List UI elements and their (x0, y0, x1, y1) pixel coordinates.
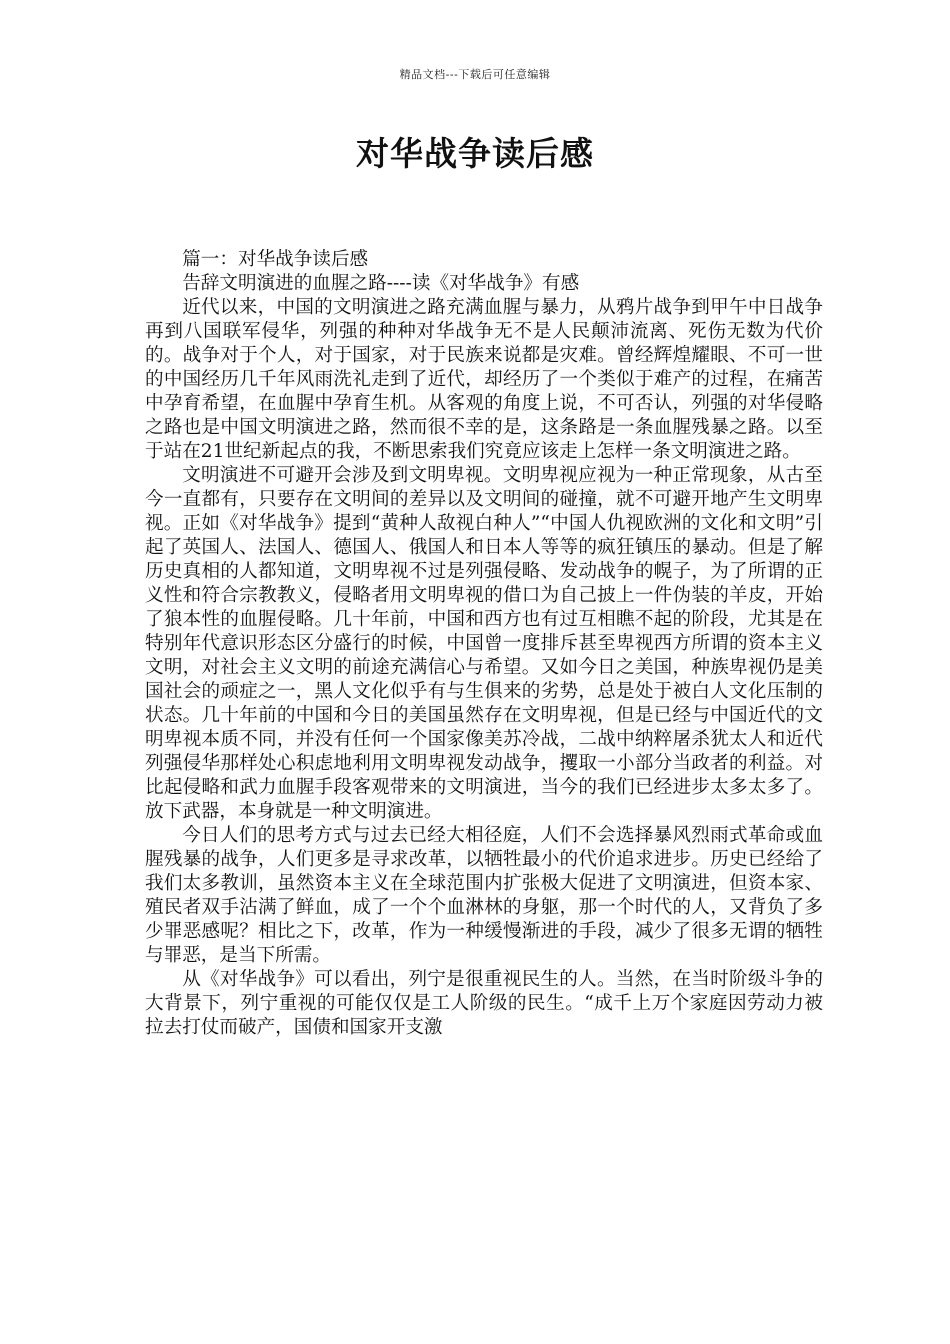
article-body (145, 248, 823, 1040)
paragraph-2: 文明演进不可避开会涉及到文明卑视。文明卑视应视为一种正常现象，从古至今一直都有，只要存在文明间的差异以及文明间的碰撞，就不可避开地产生文明卑视。正如《对华战争》提到“黄种人敌视白种人”“中国人仇视欧洲的文化和文明”引起了英国人、法国人、德国人、俄国人和日本人等等的疯狂镇压的暴动。但是了解历史真相的人都知道，文明卑视不过是列强侵略、发动战争的幌子，为了所谓的正义性和符合宗教教义，侵略者用文明卑视的借口为自己披上一件伪装的羊皮，开始了狼本性的血腥侵略。几十年前，中国和西方也有过互相瞧不起的阶段，尤其是在特别年代意识形态区分盛行的时候，中国曾一度排斥甚至卑视西方所谓的资本主义文明，对社会主义文明的前途充满信心与希望。又如今日之美国，种族卑视仍是美国社会的顽症之一，黑人文化似乎有与生俱来的劣势，总是处于被白人文化压制的状态。几十年前的中国和今日的美国虽然存在文明卑视，但是已经与中国近代的文明卑视本质不同，并没有任何一个国家像美苏冷战，二战中纳粹屠杀犹太人和近代列强侵华那样处心积虑地利用文明卑视发动战争，攫取一小部分当政者的利益。对比起侵略和武力血腥手段客观带来的文明演进，当今的我们已经进步太多太多了。放下武器，本身就是一种文明演进。 (145, 465, 823, 822)
page-header: 精品文档---下载后可任意编辑 (399, 68, 551, 81)
paragraph-3: 今日人们的思考方式与过去已经大相径庭，人们不会选择暴风烈雨式革命或血腥残暴的战争，人们更多是寻求改革，以牺牲最小的代价追求进步。历史已经给了我们太多教训，虽然资本主义在全球范围内扩张极大促进了文明演进，但资本家、殖民者双手沾满了鲜血，成了一个个血淋林的身躯，那一个时代的人，又背负了多少罪恶感呢？相比之下，改革，作为一种缓慢渐进的手段，减少了很多无谓的牺牲与罪恶，是当下所需。 (145, 825, 823, 966)
paragraph-1: 近代以来，中国的文明演进之路充满血腥与暴力，从鸦片战争到甲午中日战争再到八国联军侵华，列强的种种对华战争无不是人民颠沛流离、死伤无数为代价的。战争对于个人，对于国家，对于民族来说都是灾难。曾经辉煌耀眼、不可一世的中国经历几千年风雨洗礼走到了近代，却经历了一个类似于难产的过程，在痛苦中孕育希望，在血腥中孕育生机。从客观的角度上说，不可否认，列强的对华侵略之路也是中国文明演进之路，然而很不幸的是，这条路是一条血腥残暴之路。以至于站在21世纪新起点的我，不断思索我们究竟应该走上怎样一条文明演进之路。 (145, 297, 823, 462)
article-subtitle: 告辞文明演进的血腥之路----读《对华战争》有感 (182, 273, 580, 294)
paragraph-4: 从《对华战争》可以看出，列宁是很重视民生的人。当然，在当时阶级斗争的大背景下，列宁重视的可能仅仅是工人阶级的民生。“成千上万个家庭因劳动力被拉去打仗而破产，国债和国家开支激 (145, 969, 823, 1038)
section-label: 篇一：对华战争读后感 (182, 249, 369, 270)
document-title: 对华战争读后感 (356, 134, 594, 173)
